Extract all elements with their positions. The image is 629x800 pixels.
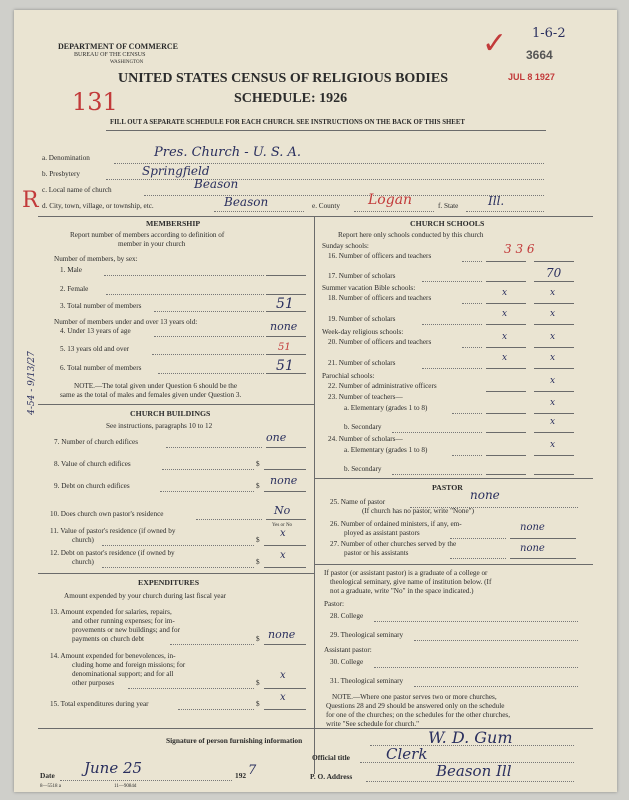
weekday-schools-label: Week-day religious schools: [322,328,404,336]
q24a-label: a. Elementary (grades 1 to 8) [344,446,428,454]
q2-label: 2. Female [60,285,89,293]
q24b-label: b. Secondary [344,465,382,473]
q27-label-2: pastor or his assistants [344,549,409,557]
stamp-number: 3664 [526,48,553,62]
expenditures-heading: EXPENDITURES [138,578,200,587]
q3-value: 51 [276,296,294,312]
q30-label: 30. College [330,658,364,666]
presbytery-label: b. Presbytery [42,170,80,178]
q1-label: 1. Male [60,266,82,274]
q23a-label: a. Elementary (grades 1 to 8) [344,404,428,412]
q6-label: 6. Total number of members [60,364,142,372]
presbytery-value: Springfield [142,164,210,178]
q17-label: 17. Number of scholars [328,272,396,280]
membership-intro-1: Report number of members according to definition of [70,231,225,239]
pastor-heading: PASTOR [432,483,463,492]
census-schedule-document [14,10,617,792]
denomination-label: a. Denomination [42,154,90,162]
buildings-sub: See instructions, paragraphs 10 to 12 [106,422,213,430]
by-sex-label: Number of members, by sex: [54,255,138,263]
signature-label: Signature of person furnishing information [166,736,303,745]
q13-label-3: provements or new buildings; and for [72,626,180,634]
instruction-line: FILL OUT A SEPARATE SCHEDULE FOR EACH CHURCH. SEE INSTRUCTIONS ON THE BACK OF THIS SHEET [110,119,465,126]
membership-intro-2: member in your church [118,240,186,248]
q14-label-4: other purposes [72,679,115,687]
q23b-label: b. Secondary [344,423,382,431]
city-label: WASHINGTON [110,60,144,65]
bureau-label: BUREAU OF THE CENSUS [74,52,146,58]
date-value: June 25 [84,759,143,777]
q26-value: none [520,522,545,533]
pastor-note-4: write "See schedule for church." [326,720,420,728]
print-number: 11—9084d [114,784,137,789]
q15-value: x [280,692,286,703]
sunday-schools-label: Sunday schools: [322,242,369,250]
schedule-number-mark: 131 [72,88,118,116]
q19-value-1: x [502,309,508,319]
q13-label-1: 13. Amount expended for salaries, repairs, [50,608,172,616]
check-mark-icon: ✓ [482,26,508,61]
county-label: e. County [312,202,340,210]
q19-value-2: x [550,309,556,319]
q5-value: 51 [278,342,291,353]
q6-value: 51 [276,358,294,374]
graduate-note-1: If pastor (or assistant pastor) is a graduate of a college or [324,569,488,577]
q15-label: 15. Total expenditures during year [50,700,149,708]
year-value: 7 [248,763,257,778]
local-name-value: Beason [194,177,239,191]
form-number: 8—5518 a [40,784,61,789]
buildings-heading: CHURCH BUILDINGS [130,409,211,418]
signature-value: W. D. Gum [428,728,513,747]
q8-label: 8. Value of church edifices [54,460,131,468]
yes-no-hint: Yes or No [272,523,293,528]
q7-label: 7. Number of church edifices [54,438,139,446]
q5-label: 5. 13 years old and over [60,345,130,353]
q9-label: 9. Debt on church edifices [54,482,130,490]
q14-label-3: denominational support; and for all [72,670,174,678]
q11-value: x [280,528,286,539]
state-label: f. State [438,202,459,210]
official-title-label: Official title [312,753,350,762]
q23a-value: x [550,398,556,408]
q8-dollar: $ [256,460,260,468]
q27-value: none [520,543,545,554]
county-value: Logan [368,192,413,208]
q13-value: none [268,628,296,641]
q27-label-1: 27. Number of other churches served by the [330,540,457,548]
q13-label-2: and other running expenses; for im- [72,617,175,625]
q25-value: none [470,488,500,502]
local-name-label: c. Local name of church [42,186,112,194]
q24-label: 24. Number of scholars— [328,435,403,443]
q23b-value: x [550,417,556,427]
q3-label: 3. Total number of members [60,302,142,310]
q16-label: 16. Number of officers and teachers [328,252,432,260]
q7-value: one [266,431,287,444]
membership-heading: MEMBERSHIP [146,219,201,228]
q23-label: 23. Number of teachers— [328,393,403,401]
pastor-note-2: Questions 28 and 29 should be answered only on the schedule [326,702,505,710]
q18-label: 18. Number of officers and teachers [328,294,432,302]
graduate-note-3: not a graduate, write "No" in the space indicated.) [330,587,474,595]
pastor-sublabel: Pastor: [324,600,344,608]
side-note-mark: 4-54 - 9/13/27 [26,351,37,415]
q18-value-2: x [550,288,556,298]
pastor-note-1: NOTE.—Where one pastor serves two or more churches, [332,693,497,701]
city-field-label: d. City, town, village, or township, etc. [42,202,154,210]
denomination-value: Pres. Church - U. S. A. [154,145,302,160]
r-letter-mark: R [22,188,39,213]
po-address-label: P. O. Address [310,772,353,781]
q12-value: x [280,550,286,561]
membership-note-1: NOTE.—The total given under Question 6 should be the [74,382,238,390]
q18-value-1: x [502,288,508,298]
q21-value-2: x [550,353,556,363]
form-title: UNITED STATES CENSUS OF RELIGIOUS BODIES [118,71,449,86]
q20-value-2: x [550,332,556,342]
q4-label: 4. Under 13 years of age [60,327,131,335]
q26-label-2: ployed as assistant pastors [344,529,420,537]
date-label: Date [40,771,55,780]
expenditures-intro: Amount expended by your church during last fiscal year [64,592,227,600]
q22-value: x [550,376,556,386]
q14-value: x [280,670,286,681]
q14-dollar: $ [256,679,260,687]
q17-value: 70 [546,266,562,280]
graduate-note-2: theological seminary, give name of institution below. (If [330,578,492,586]
pastor-note-3: for one of the churches; on the schedules for the other churches, [326,711,511,719]
q31-label: 31. Theological seminary [330,677,404,685]
q15-dollar: $ [256,700,260,708]
q12-label-1: 12. Debt on pastor's residence (if owned by [50,549,175,557]
schools-intro: Report here only schools conducted by this church [338,231,484,239]
dept-label: DEPARTMENT OF COMMERCE [58,42,179,51]
q11-label-2: church) [72,536,94,544]
official-title-value: Clerk [386,745,428,763]
q21-value-1: x [502,353,508,363]
assistant-pastor-sublabel: Assistant pastor: [324,646,372,654]
age-intro-label: Number of members under and over 13 years old: [54,318,198,326]
summer-schools-label: Summer vacation Bible schools: [322,284,416,292]
state-value: Ill. [488,194,505,208]
q13-dollar: $ [256,635,260,643]
q25-label: 25. Name of pastor [330,498,386,506]
q14-label-1: 14. Amount expended for benevolences, in- [50,652,176,660]
q28-label: 28. College [330,612,364,620]
schools-heading: CHURCH SCHOOLS [410,219,485,228]
q19-label: 19. Number of scholars [328,315,396,323]
corner-date-mark: 1-6-2 [532,26,566,41]
q14-label-2: cluding home and foreign missions; for [72,661,186,669]
q13-label-4: payments on church debt [72,635,145,643]
q11-label-1: 11. Value of pastor's residence (if owned by [50,527,176,535]
q10-label: 10. Does church own pastor's residence [50,510,164,518]
q26-label-1: 26. Number of ordained ministers, if any, em- [330,520,462,528]
q24a-value: x [550,440,556,450]
po-address-value: Beason Ill [436,762,512,780]
q20-label: 20. Number of officers and teachers [328,338,432,346]
q21-label: 21. Number of scholars [328,359,396,367]
city-field-value: Beason [224,195,269,209]
q4-value: none [270,320,298,333]
q9-dollar: $ [256,482,260,490]
membership-note-2: same as the total of males and females given under Question 3. [60,391,242,399]
q12-dollar: $ [256,558,260,566]
parochial-schools-label: Parochial schools: [322,372,375,380]
received-date-stamp: JUL 8 1927 [508,72,555,82]
schedule-title: SCHEDULE: 1926 [234,91,348,106]
q20-value-1: x [502,332,508,342]
q10-value: No [274,504,291,517]
q12-label-2: church) [72,558,94,566]
q25-note: (If church has no pastor, write "None") [362,507,474,515]
q16-value: 3 3 6 [504,242,535,256]
q22-label: 22. Number of administrative officers [328,382,437,390]
year-prefix: 192 [235,771,247,780]
q11-dollar: $ [256,536,260,544]
q9-value: none [270,474,298,487]
q29-label: 29. Theological seminary [330,631,404,639]
